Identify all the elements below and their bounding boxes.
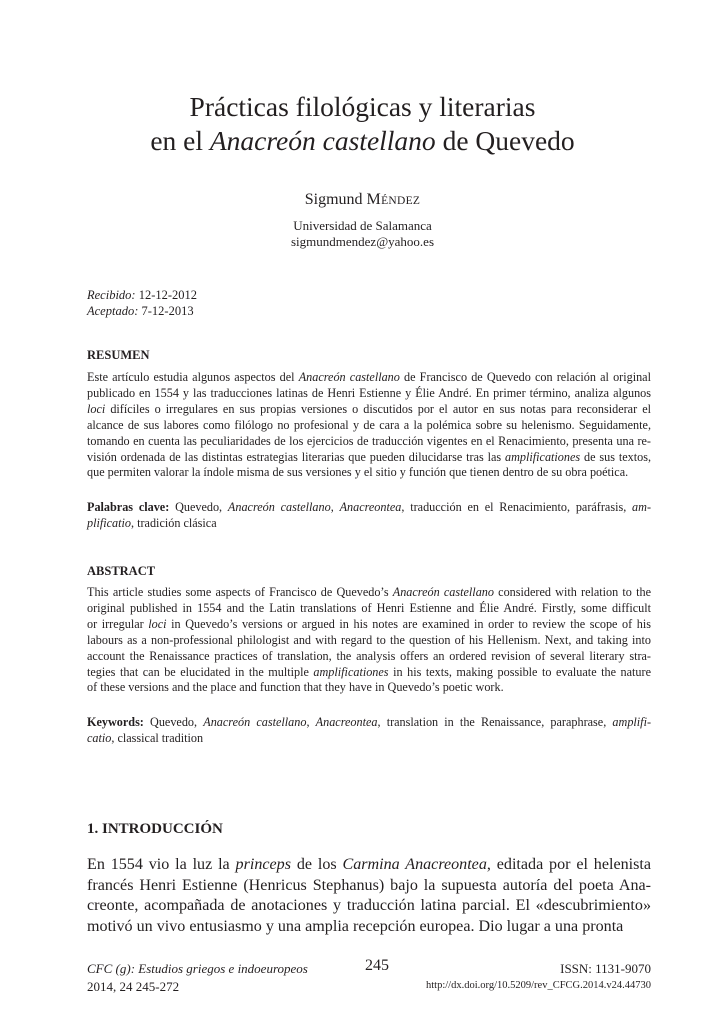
body-text: Este artículo estudia algunos aspectos del bbox=[87, 370, 299, 384]
palabras-clave-label: Palabras clave: bbox=[87, 500, 170, 514]
title-text: de Quevedo bbox=[435, 125, 575, 156]
resumen-line bbox=[87, 434, 651, 450]
author-first-name: Sigmund bbox=[304, 191, 363, 208]
palabras-clave-line bbox=[87, 500, 651, 516]
body-text: tegies that can be elucidated in the multiple bbox=[87, 664, 314, 679]
body-text: motivó un vivo entusiasmo y una amplia recepción europea. Dio lugar a una pronta bbox=[87, 917, 624, 935]
kw-text: , traducción en el Renacimiento, paráfrasis, bbox=[401, 500, 633, 514]
body-text: considered with relation to the bbox=[493, 585, 651, 599]
kw-text: Quevedo, bbox=[143, 715, 204, 729]
italic-text: amplificationes bbox=[313, 664, 389, 679]
body-text: account the Renaissance practices of translation, the analysis offers an ordered revision of several literary stra- bbox=[87, 648, 651, 663]
intro-line bbox=[87, 896, 651, 917]
kw-text: , classical tradition bbox=[111, 730, 204, 745]
kw-italic: am- bbox=[632, 500, 652, 514]
footer-volume: 2014, 24 245-272 bbox=[87, 979, 180, 994]
abstract-line bbox=[87, 680, 651, 696]
accepted-value: 7-12-2013 bbox=[141, 304, 194, 318]
author-name bbox=[0, 191, 725, 209]
abstract-line bbox=[87, 633, 651, 649]
keywords bbox=[87, 715, 651, 747]
body-text: in Quevedo’s versions or argued in his notes are examined in order to review the scope of his bbox=[166, 616, 652, 631]
received-date bbox=[87, 288, 197, 303]
kw-italic: plificatio bbox=[87, 515, 132, 530]
abstract-line bbox=[87, 617, 651, 633]
body-text: francés Henri Estienne (Henricus Stephanus) bajo la supuesta autoría del poeta Ana- bbox=[87, 876, 651, 894]
resumen-line bbox=[87, 402, 651, 418]
kw-text: Quevedo, bbox=[169, 500, 228, 514]
body-text: que permiten valorar la índole misma de sus versiones y el sitio y función que tienen dentro de su obra poética. bbox=[87, 465, 629, 480]
body-text: in his texts, making possible to evaluate the nature bbox=[388, 664, 651, 679]
accepted-date bbox=[87, 304, 194, 319]
kw-italic: Anacreón castellano bbox=[227, 500, 331, 514]
abstract-line bbox=[87, 585, 651, 601]
resumen-heading: RESUMEN bbox=[87, 348, 150, 362]
article-title-line-2 bbox=[0, 124, 725, 158]
kw-italic: Anacreón castellano bbox=[203, 715, 307, 729]
title-italic-text: Anacreón castellano bbox=[209, 125, 436, 156]
author-affiliation: Universidad de Salamanca bbox=[293, 218, 432, 233]
kw-italic: Anacreontea bbox=[315, 715, 378, 729]
introduccion-body bbox=[87, 855, 651, 937]
keywords-line bbox=[87, 731, 651, 747]
intro-line bbox=[87, 855, 651, 876]
kw-italic: amplifi- bbox=[612, 715, 652, 729]
footer-issn: ISSN: 1131-9070 bbox=[560, 961, 651, 976]
body-text: original published in 1554 and the Latin translations of Henri Estienne and Élie André. Firstly, some difficult bbox=[87, 600, 651, 615]
body-text: , editada por el helenista bbox=[486, 856, 651, 873]
title-text: en el bbox=[150, 125, 210, 156]
resumen-line bbox=[87, 465, 651, 481]
abstract-line bbox=[87, 601, 651, 617]
intro-line bbox=[87, 876, 651, 897]
resumen-line bbox=[87, 370, 651, 386]
resumen-line bbox=[87, 450, 651, 466]
footer-journal: CFC (g): Estudios griegos e indoeuropeos bbox=[87, 961, 308, 976]
italic-text: amplificationes bbox=[505, 449, 581, 464]
body-text: difíciles o irregulares en sus propias versiones o discutidos por el autor en sus notas para reconsiderar el bbox=[105, 401, 651, 416]
kw-text: , tradición clásica bbox=[131, 515, 217, 530]
section-heading-introduccion: 1. INTRODUCCIÓN bbox=[87, 821, 223, 837]
kw-italic: catio bbox=[87, 730, 112, 745]
keywords-line bbox=[87, 715, 651, 731]
italic-text: Carmina Anacreontea bbox=[342, 856, 487, 873]
body-text: visión ordenada de las distintas estrategias literarias que pueden dilucidarse tras las bbox=[87, 449, 505, 464]
received-value: 12-12-2012 bbox=[138, 288, 198, 302]
kw-text: , translation in the Renaissance, paraphrase, bbox=[377, 715, 613, 729]
abstract-heading: ABSTRACT bbox=[87, 564, 156, 578]
received-label: Recibido: bbox=[87, 288, 136, 302]
resumen-line bbox=[87, 386, 651, 402]
body-text: publicado en 1554 y las traducciones latinas de Henri Estienne y Élie André. En primer término, analiza algunos bbox=[87, 385, 651, 400]
palabras-clave bbox=[87, 500, 651, 532]
abstract-line bbox=[87, 649, 651, 665]
kw-italic: Anacreontea bbox=[339, 500, 402, 514]
resumen-body bbox=[87, 370, 651, 481]
resumen-line bbox=[87, 418, 651, 434]
author-email[interactable]: sigmundmendez@yahoo.es bbox=[290, 234, 435, 249]
italic-text: princeps bbox=[235, 856, 291, 873]
italic-text: Anacreón castellano bbox=[392, 585, 494, 599]
body-text: de Francisco de Quevedo con relación al original bbox=[399, 370, 651, 384]
italic-text: loci bbox=[148, 616, 167, 631]
article-title-line-1 bbox=[0, 90, 725, 124]
kw-text: , bbox=[330, 500, 340, 514]
keywords-label: Keywords: bbox=[87, 715, 144, 729]
author-last-name: MÉNDEZ bbox=[366, 191, 421, 208]
body-text: or irregular bbox=[87, 616, 149, 631]
page-number: 245 bbox=[365, 957, 389, 974]
body-text: alcance de sus labores como filólogo no profesional y de cara a la polémica sobre su helenismo. Seguidamente, bbox=[87, 417, 651, 432]
body-text: de sus textos, bbox=[580, 449, 651, 464]
footer-doi-link[interactable]: http://dx.doi.org/10.5209/rev_CFCG.2014.v24.44730 bbox=[426, 980, 651, 991]
abstract-body bbox=[87, 585, 651, 696]
italic-text: Anacreón castellano bbox=[298, 370, 400, 384]
title-text: Prácticas filológicas y literarias bbox=[189, 91, 536, 122]
body-text: labours as a non-professional philologist and with regard to the question of his Hellenism. Next, and taking into bbox=[87, 632, 651, 647]
italic-text: loci bbox=[87, 401, 106, 416]
palabras-clave-line bbox=[87, 516, 651, 532]
kw-text: , bbox=[306, 715, 316, 729]
body-text: of these versions and the place and function that they have in Quevedo’s poetic work. bbox=[87, 680, 504, 695]
body-text: de los bbox=[290, 856, 343, 873]
accepted-label: Aceptado: bbox=[87, 304, 139, 318]
body-text: creonte, acompañada de anotaciones y traducción latina parcial. El «descubrimiento» bbox=[87, 897, 651, 914]
intro-line bbox=[87, 917, 651, 938]
body-text: This article studies some aspects of Francisco de Quevedo’s bbox=[87, 585, 393, 599]
body-text: tomando en cuenta las peculiaridades de los ejercicios de traducción vigentes en el Renacimiento, presenta una re- bbox=[87, 433, 651, 448]
abstract-line bbox=[87, 665, 651, 681]
body-text: En 1554 vio la luz la bbox=[87, 856, 236, 873]
